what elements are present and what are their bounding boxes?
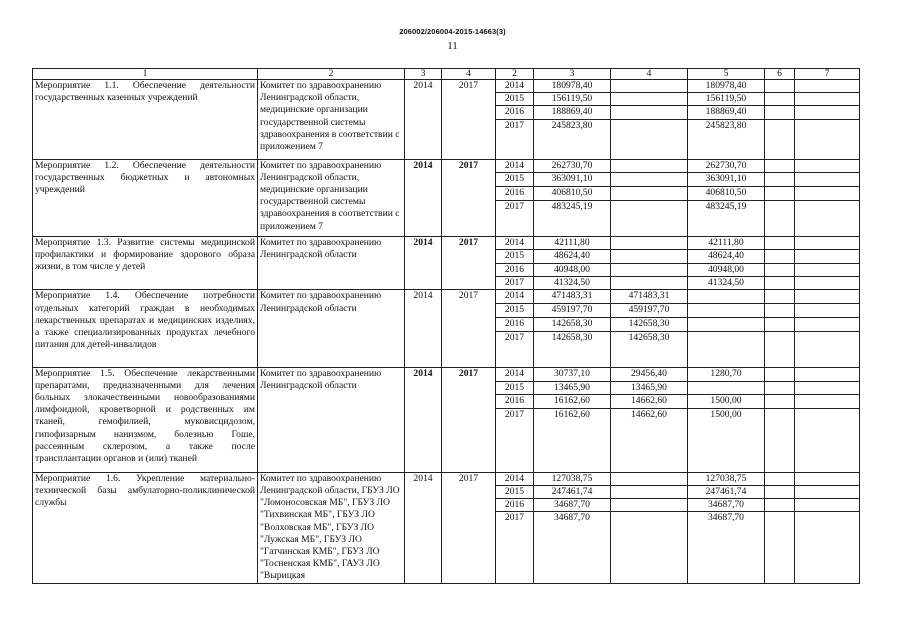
executor-cell: Комитет по здравоохранению Ленинградской области: [258, 290, 405, 367]
federal-cell: 29456,40: [611, 367, 688, 381]
regional-cell: [688, 290, 765, 304]
measure-cell: Мероприятие 1.4. Обеспечение потребности отдельных категорий граждан в необходимых лекарственных препаратах и медицинских изделиях, а также специализированных продуктах лечебного питания для детей-инвалидов: [33, 290, 258, 367]
total-cell: 41324,50: [534, 277, 611, 290]
col7-cell: [795, 119, 860, 159]
total-cell: 127038,75: [534, 472, 611, 485]
total-cell: 34687,70: [534, 512, 611, 584]
federal-cell: [611, 277, 688, 290]
col6-cell: [765, 80, 795, 93]
end-year-cell: 2017: [442, 472, 496, 584]
header-cell: 5: [688, 69, 765, 80]
col7-cell: [795, 264, 860, 277]
year-cell: 2017: [496, 512, 534, 584]
year-cell: 2016: [496, 186, 534, 200]
regional-cell: 262730,70: [688, 159, 765, 172]
year-cell: 2015: [496, 486, 534, 499]
federal-cell: [611, 236, 688, 249]
year-cell: 2016: [496, 318, 534, 331]
col7-cell: [795, 367, 860, 381]
year-cell: 2016: [496, 264, 534, 277]
executor-cell: Комитет по здравоохранению Ленинградской области: [258, 367, 405, 472]
col7-cell: [795, 80, 860, 93]
measure-cell: Мероприятие 1.5. Обеспечение лекарственными препаратами, предназначенными для лечения больных злокачественными новообразованиями лимфоидной, кроветворной и родственных им тканей, гемофилией, муковисцидозом, гипофизарным нанизмом, болезнью Гоше, рассеянным склерозом, а также после трансплантации органов и (или) тканей: [33, 367, 258, 472]
year-cell: 2016: [496, 106, 534, 119]
document-id: 206002/206004-2015-14663(3): [399, 27, 506, 36]
federal-cell: [611, 186, 688, 200]
total-cell: 156119,50: [534, 93, 611, 106]
col6-cell: [765, 318, 795, 331]
federal-cell: [611, 250, 688, 264]
col6-cell: [765, 93, 795, 106]
federal-cell: [611, 512, 688, 584]
col6-cell: [765, 250, 795, 264]
year-cell: 2017: [496, 331, 534, 367]
start-year-cell: 2014: [405, 290, 442, 367]
federal-cell: [611, 200, 688, 236]
federal-cell: [611, 80, 688, 93]
col7-cell: [795, 250, 860, 264]
col7-cell: [795, 512, 860, 584]
col7-cell: [795, 381, 860, 394]
col7-cell: [795, 200, 860, 236]
federal-cell: [611, 499, 688, 512]
header-cell: 3: [405, 69, 442, 80]
header-cell: 7: [795, 69, 860, 80]
total-cell: 42111,80: [534, 236, 611, 249]
col7-cell: [795, 236, 860, 249]
federal-cell: [611, 119, 688, 159]
federal-cell: 142658,30: [611, 318, 688, 331]
table-header-row: [33, 69, 860, 80]
start-year-cell: 2014: [405, 367, 442, 472]
federal-cell: [611, 486, 688, 499]
col7-cell: [795, 106, 860, 119]
header-cell: 2: [258, 69, 405, 80]
federal-cell: [611, 472, 688, 485]
year-cell: 2014: [496, 159, 534, 172]
start-year-cell: 2014: [405, 236, 442, 290]
measure-cell: Мероприятие 1.1. Обеспечение деятельности государственных казенных учреждений: [33, 80, 258, 160]
year-cell: 2014: [496, 80, 534, 93]
col7-cell: [795, 186, 860, 200]
total-cell: 247461,74: [534, 486, 611, 499]
measure-cell: Мероприятие 1.2. Обеспечение деятельности государственных бюджетных и автономных учреждений: [33, 159, 258, 236]
year-cell: 2017: [496, 408, 534, 472]
year-cell: 2014: [496, 367, 534, 381]
regional-cell: [688, 318, 765, 331]
year-cell: 2017: [496, 200, 534, 236]
program-table: [32, 68, 860, 584]
federal-cell: 13465,90: [611, 381, 688, 394]
start-year-cell: 2014: [405, 472, 442, 584]
col7-cell: [795, 172, 860, 186]
header-cell: 4: [442, 69, 496, 80]
regional-cell: 34687,70: [688, 512, 765, 584]
col6-cell: [765, 472, 795, 485]
year-cell: 2016: [496, 499, 534, 512]
regional-cell: 156119,50: [688, 93, 765, 106]
col6-cell: [765, 499, 795, 512]
executor-cell: Комитет по здравоохранению Ленинградской области, ГБУЗ ЛО "Ломоносовская МБ", ГБУЗ ЛО "Тихвинская МБ", ГБУЗ ЛО "Волховская МБ", ГБУЗ ЛО "Лужская МБ", ГБУЗ ЛО "Гатчинская КМБ", ГБУЗ ЛО "Тосненская КМБ", ГАУЗ ЛО "Вырицкая: [258, 472, 405, 584]
start-year-cell: 2014: [405, 159, 442, 236]
regional-cell: [688, 304, 765, 318]
end-year-cell: 2017: [442, 80, 496, 160]
col6-cell: [765, 186, 795, 200]
col6-cell: [765, 304, 795, 318]
col7-cell: [795, 318, 860, 331]
year-cell: 2015: [496, 250, 534, 264]
year-cell: 2015: [496, 381, 534, 394]
total-cell: 48624,40: [534, 250, 611, 264]
table-row: [33, 236, 860, 249]
col7-cell: [795, 159, 860, 172]
regional-cell: 483245,19: [688, 200, 765, 236]
measure-cell: Мероприятие 1.3. Развитие системы медицинской профилактики и формирование здорового образа жизни, в том числе у детей: [33, 236, 258, 290]
year-cell: 2014: [496, 290, 534, 304]
total-cell: 459197,70: [534, 304, 611, 318]
year-cell: 2016: [496, 394, 534, 408]
col6-cell: [765, 394, 795, 408]
total-cell: 16162,60: [534, 394, 611, 408]
regional-cell: 1500,00: [688, 394, 765, 408]
col7-cell: [795, 304, 860, 318]
federal-cell: [611, 106, 688, 119]
federal-cell: 14662,60: [611, 408, 688, 472]
col7-cell: [795, 394, 860, 408]
page-number: 11: [447, 40, 458, 52]
total-cell: 483245,19: [534, 200, 611, 236]
header-cell: 4: [611, 69, 688, 80]
col6-cell: [765, 172, 795, 186]
year-cell: 2015: [496, 304, 534, 318]
total-cell: 363091,10: [534, 172, 611, 186]
col6-cell: [765, 381, 795, 394]
end-year-cell: 2017: [442, 159, 496, 236]
regional-cell: 1280,70: [688, 367, 765, 381]
table-row: [33, 290, 860, 304]
total-cell: 142658,30: [534, 331, 611, 367]
col7-cell: [795, 93, 860, 106]
table-row: [33, 80, 860, 93]
col6-cell: [765, 119, 795, 159]
col6-cell: [765, 486, 795, 499]
end-year-cell: 2017: [442, 290, 496, 367]
end-year-cell: 2017: [442, 367, 496, 472]
total-cell: 142658,30: [534, 318, 611, 331]
col7-cell: [795, 472, 860, 485]
total-cell: 262730,70: [534, 159, 611, 172]
regional-cell: 42111,80: [688, 236, 765, 249]
total-cell: 30737,10: [534, 367, 611, 381]
col6-cell: [765, 331, 795, 367]
federal-cell: [611, 172, 688, 186]
col7-cell: [795, 331, 860, 367]
col7-cell: [795, 486, 860, 499]
executor-cell: Комитет по здравоохранению Ленинградской области, медицинские организации государственной системы здравоохранения в соответствии с приложением 7: [258, 80, 405, 160]
col6-cell: [765, 106, 795, 119]
col7-cell: [795, 277, 860, 290]
regional-cell: 406810,50: [688, 186, 765, 200]
col6-cell: [765, 512, 795, 584]
regional-cell: 48624,40: [688, 250, 765, 264]
federal-cell: 471483,31: [611, 290, 688, 304]
measure-cell: Мероприятие 1.6. Укрепление материально-технической базы амбулаторно-поликлинической службы: [33, 472, 258, 584]
header-cell: 1: [33, 69, 258, 80]
col6-cell: [765, 408, 795, 472]
regional-cell: 245823,80: [688, 119, 765, 159]
header-cell: 6: [765, 69, 795, 80]
end-year-cell: 2017: [442, 236, 496, 290]
regional-cell: 247461,74: [688, 486, 765, 499]
federal-cell: [611, 93, 688, 106]
federal-cell: 14662,60: [611, 394, 688, 408]
total-cell: 471483,31: [534, 290, 611, 304]
regional-cell: 127038,75: [688, 472, 765, 485]
regional-cell: 363091,10: [688, 172, 765, 186]
table-row: [33, 367, 860, 381]
total-cell: 16162,60: [534, 408, 611, 472]
col7-cell: [795, 408, 860, 472]
year-cell: 2015: [496, 93, 534, 106]
regional-cell: 180978,40: [688, 80, 765, 93]
total-cell: 245823,80: [534, 119, 611, 159]
col6-cell: [765, 236, 795, 249]
header-cell: 3: [534, 69, 611, 80]
col6-cell: [765, 264, 795, 277]
col7-cell: [795, 290, 860, 304]
total-cell: 188869,40: [534, 106, 611, 119]
regional-cell: 188869,40: [688, 106, 765, 119]
year-cell: 2017: [496, 277, 534, 290]
total-cell: 13465,90: [534, 381, 611, 394]
federal-cell: 459197,70: [611, 304, 688, 318]
year-cell: 2015: [496, 172, 534, 186]
col6-cell: [765, 200, 795, 236]
executor-cell: Комитет по здравоохранению Ленинградской области: [258, 236, 405, 290]
table-row: [33, 159, 860, 172]
federal-cell: 142658,30: [611, 331, 688, 367]
total-cell: 180978,40: [534, 80, 611, 93]
year-cell: 2014: [496, 236, 534, 249]
regional-cell: 40948,00: [688, 264, 765, 277]
regional-cell: 34687,70: [688, 499, 765, 512]
col6-cell: [765, 290, 795, 304]
header-cell: 2: [496, 69, 534, 80]
executor-cell: Комитет по здравоохранению Ленинградской области, медицинские организации государственной системы здравоохранения в соответствии с приложением 7: [258, 159, 405, 236]
col6-cell: [765, 277, 795, 290]
table-row: [33, 472, 860, 485]
total-cell: 40948,00: [534, 264, 611, 277]
regional-cell: 41324,50: [688, 277, 765, 290]
col6-cell: [765, 159, 795, 172]
col6-cell: [765, 367, 795, 381]
total-cell: 34687,70: [534, 499, 611, 512]
year-cell: 2014: [496, 472, 534, 485]
col7-cell: [795, 499, 860, 512]
regional-cell: [688, 381, 765, 394]
regional-cell: 1500,00: [688, 408, 765, 472]
federal-cell: [611, 159, 688, 172]
start-year-cell: 2014: [405, 80, 442, 160]
regional-cell: [688, 331, 765, 367]
year-cell: 2017: [496, 119, 534, 159]
federal-cell: [611, 264, 688, 277]
total-cell: 406810,50: [534, 186, 611, 200]
